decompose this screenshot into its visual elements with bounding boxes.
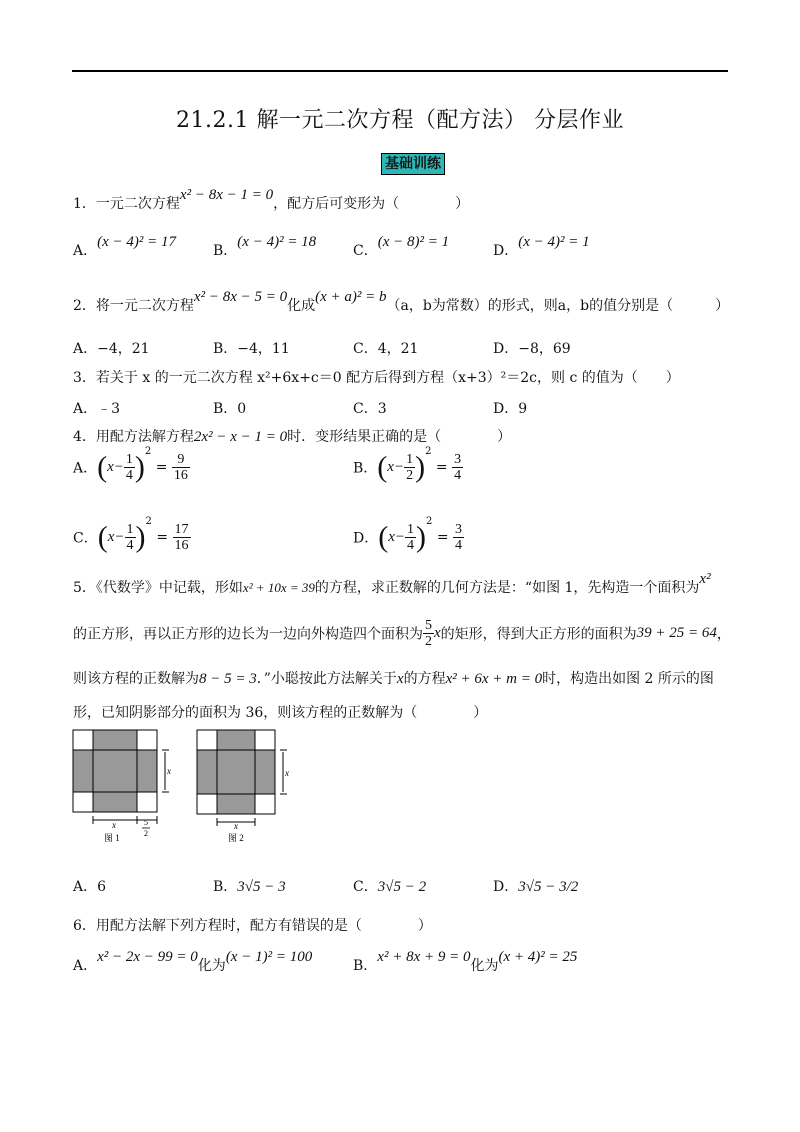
fig1-right-rect (137, 750, 157, 792)
header-rule (72, 70, 728, 72)
fig1-x-label-side: x (167, 766, 171, 776)
question-2: 2．将一元二次方程x² − 8x − 5 = 0化成(x + a)² = b（a，b为常数）的形式，则a，b的值分别是（ ） (73, 289, 730, 314)
fig1-left-rect (73, 750, 93, 792)
fig1-top-rect (93, 730, 137, 750)
q5-option-b: B．3√5 − 3 (213, 879, 286, 895)
fig1-frac-num: 5 (144, 818, 148, 827)
fig2-top-rect (217, 730, 255, 750)
q6-option-b: B．x² + 8x + 9 = 0化为(x + 4)² = 25 (353, 949, 578, 974)
fig2-x-label-side: x (285, 768, 289, 778)
q1-option-c: C．(x − 8)² = 1 (353, 234, 450, 259)
q5-option-d: D．3√5 − 3/2 (493, 879, 579, 895)
fig2-center-square (217, 750, 255, 794)
q1-option-b: B．(x − 4)² = 18 (213, 234, 317, 259)
fig1-caption: 图 1 (104, 833, 120, 843)
q5-option-a: A．6 (73, 879, 107, 895)
fig2-caption: 图 2 (228, 833, 244, 843)
q2-option-b: B．−4，11 (213, 341, 290, 357)
q2-option-a: A．−4，21 (73, 341, 150, 357)
fig1-center-square (93, 750, 137, 792)
question-4: 4．用配方法解方程2x² − x − 1 = 0时．变形结果正确的是（ ） (73, 429, 512, 445)
figure-1 (70, 728, 170, 844)
question-5-line-1: 5．《代数学》中记载，形如x² + 10x = 39的方程，求正数解的几何方法是：“如图 1，先构造一个面积为x² (73, 571, 711, 596)
q2-option-d: D．−8，69 (493, 341, 571, 357)
q4-option-c: C．(x− $\frac{1}{4}$ )$^2$ = $\frac{17}{16}$ (73, 515, 189, 554)
question-5-line-2: 的正方形，再以正方形的边长为一边向外构造四个面积为 $\frac{5}{2}$ x的矩形，得到大正方形的面积为39 + 25 = 64， (73, 618, 731, 649)
section-tag: 基础训练 (381, 153, 445, 175)
question-5-line-4: 形，已知阴影部分的面积为 36，则该方程的正数解为（ ） (73, 705, 488, 721)
fig1-bottom-rect (93, 792, 137, 812)
fig2-right-rect (255, 750, 275, 794)
question-3: 3．若关于 x 的一元二次方程 x²+6x+c＝0 配方后得到方程（x+3）²＝2c，则 c 的值为（ ） (73, 370, 680, 386)
q3-option-d: D．9 (493, 401, 528, 417)
figure-2 (194, 728, 294, 844)
q1-option-d: D．(x − 4)² = 1 (493, 234, 590, 259)
q3-option-b: B．0 (213, 401, 247, 417)
q3-option-a: A．﹣3 (73, 401, 121, 417)
fig2-bottom-rect (217, 794, 255, 814)
page-title: 21.2.1 解一元二次方程（配方法） 分层作业 (176, 108, 624, 133)
question-1: 1．一元二次方程x² − 8x − 1 = 0，配方后可变形为（ ） (73, 187, 470, 212)
q5-option-c: C．3√5 − 2 (353, 879, 427, 895)
question-6: 6．用配方法解下列方程时，配方有错误的是（ ） (73, 918, 432, 934)
fig1-x-label-bottom: x (112, 820, 116, 830)
q4-option-a: A．(x− $\frac{1}{4}$ )$^2$ = $\frac{9}{16}$ (73, 445, 188, 484)
fig2-x-label-bottom: x (234, 821, 238, 831)
fig1-frac-den: 2 (144, 829, 148, 838)
fig2-left-rect (197, 750, 217, 794)
question-5-line-3: 则该方程的正数解为8 − 5 = 3．”小聪按此方法解关于x的方程x² + 6x + m = 0时，构造出如图 2 所示的图 (73, 671, 714, 687)
q4-option-b: B．(x− $\frac{1}{2}$ )$^2$ = $\frac{3}{4}$ (353, 445, 462, 484)
q1-option-a: A．(x − 4)² = 17 (73, 234, 177, 259)
q2-option-c: C．4，21 (353, 341, 419, 357)
q6-option-a: A．x² − 2x − 99 = 0化为(x − 1)² = 100 (73, 949, 313, 974)
q4-option-d: D．(x− $\frac{1}{4}$ )$^2$ = $\frac{3}{4}$ (353, 515, 463, 554)
math-expression: x² − 8x − 1 = 0 (179, 187, 274, 203)
q3-option-c: C．3 (353, 401, 387, 417)
